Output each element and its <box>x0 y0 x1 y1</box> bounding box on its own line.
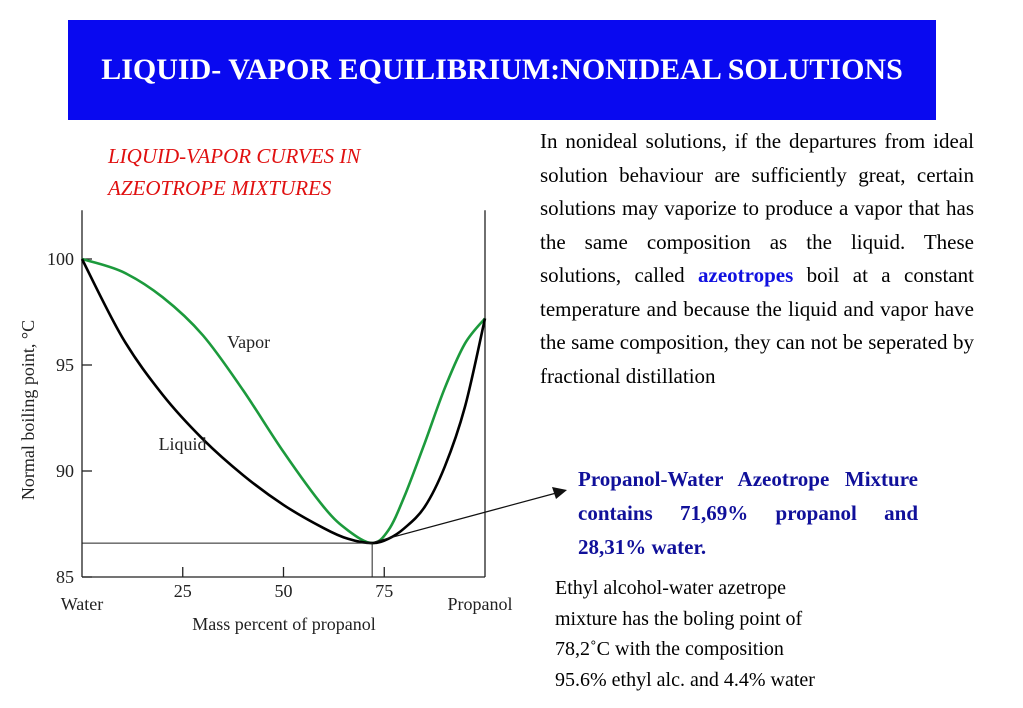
description-text-after: boil at a constant temperature and because the liquid and vapor have the same composition, they can not be seperated by fractional distillation <box>540 263 974 388</box>
x-tick-label-50: 50 <box>274 581 293 601</box>
ethyl-note-line-3: 78,2˚C with the composition <box>555 638 784 660</box>
ethyl-note-line-2: mixture has the boling point of <box>555 607 803 630</box>
description-text-before: In nonideal solutions, if the departures from ideal solution behaviour are sufficiently great, certain solutions may vaporize to produce a vapor that has the same composition as the liquid. These solutions, called <box>540 129 974 287</box>
page-title: LIQUID- VAPOR EQUILIBRIUM:NONIDEAL SOLUTIONS <box>101 53 903 86</box>
vapor-curve <box>82 259 485 543</box>
liquid-curve-label: Liquid <box>158 433 207 454</box>
ethyl-note-line-1: Ethyl alcohol-water azetrope <box>555 577 786 599</box>
title-banner <box>68 20 936 120</box>
y-tick-label-85: 85 <box>56 567 74 587</box>
ethyl-note-line-4: 95.6% ethyl alc. and 4.4% water <box>555 668 815 691</box>
boiling-point-chart <box>0 200 1023 660</box>
x-tick-label-25: 25 <box>173 581 192 601</box>
plot-area <box>47 210 567 601</box>
x-end-label-propanol: Propanol <box>447 594 513 614</box>
chart-subtitle <box>108 140 488 204</box>
y-axis-label: Normal boiling point, °C <box>18 319 38 501</box>
azeotrope-arrow-head <box>552 487 567 499</box>
vapor-curve-label: Vapor <box>227 332 271 353</box>
x-axis-label: Mass percent of propanol <box>192 614 376 634</box>
x-tick-label-75: 75 <box>375 581 394 601</box>
propanol-azeotrope-note: Propanol-Water Azeotrope Mixture contains 71,69% propanol and 28,31% water. <box>578 467 918 559</box>
subtitle-line-1: LIQUID-VAPOR CURVES IN <box>108 144 361 168</box>
x-end-label-water: Water <box>60 594 104 614</box>
liquid-curve <box>82 259 485 543</box>
azeotropes-keyword: azeotropes <box>698 263 794 287</box>
y-tick-label-95: 95 <box>56 355 74 375</box>
y-tick-label-90: 90 <box>56 461 74 481</box>
y-tick-label-100: 100 <box>47 249 74 269</box>
subtitle-line-2: AZEOTROPE MIXTURES <box>108 176 332 200</box>
